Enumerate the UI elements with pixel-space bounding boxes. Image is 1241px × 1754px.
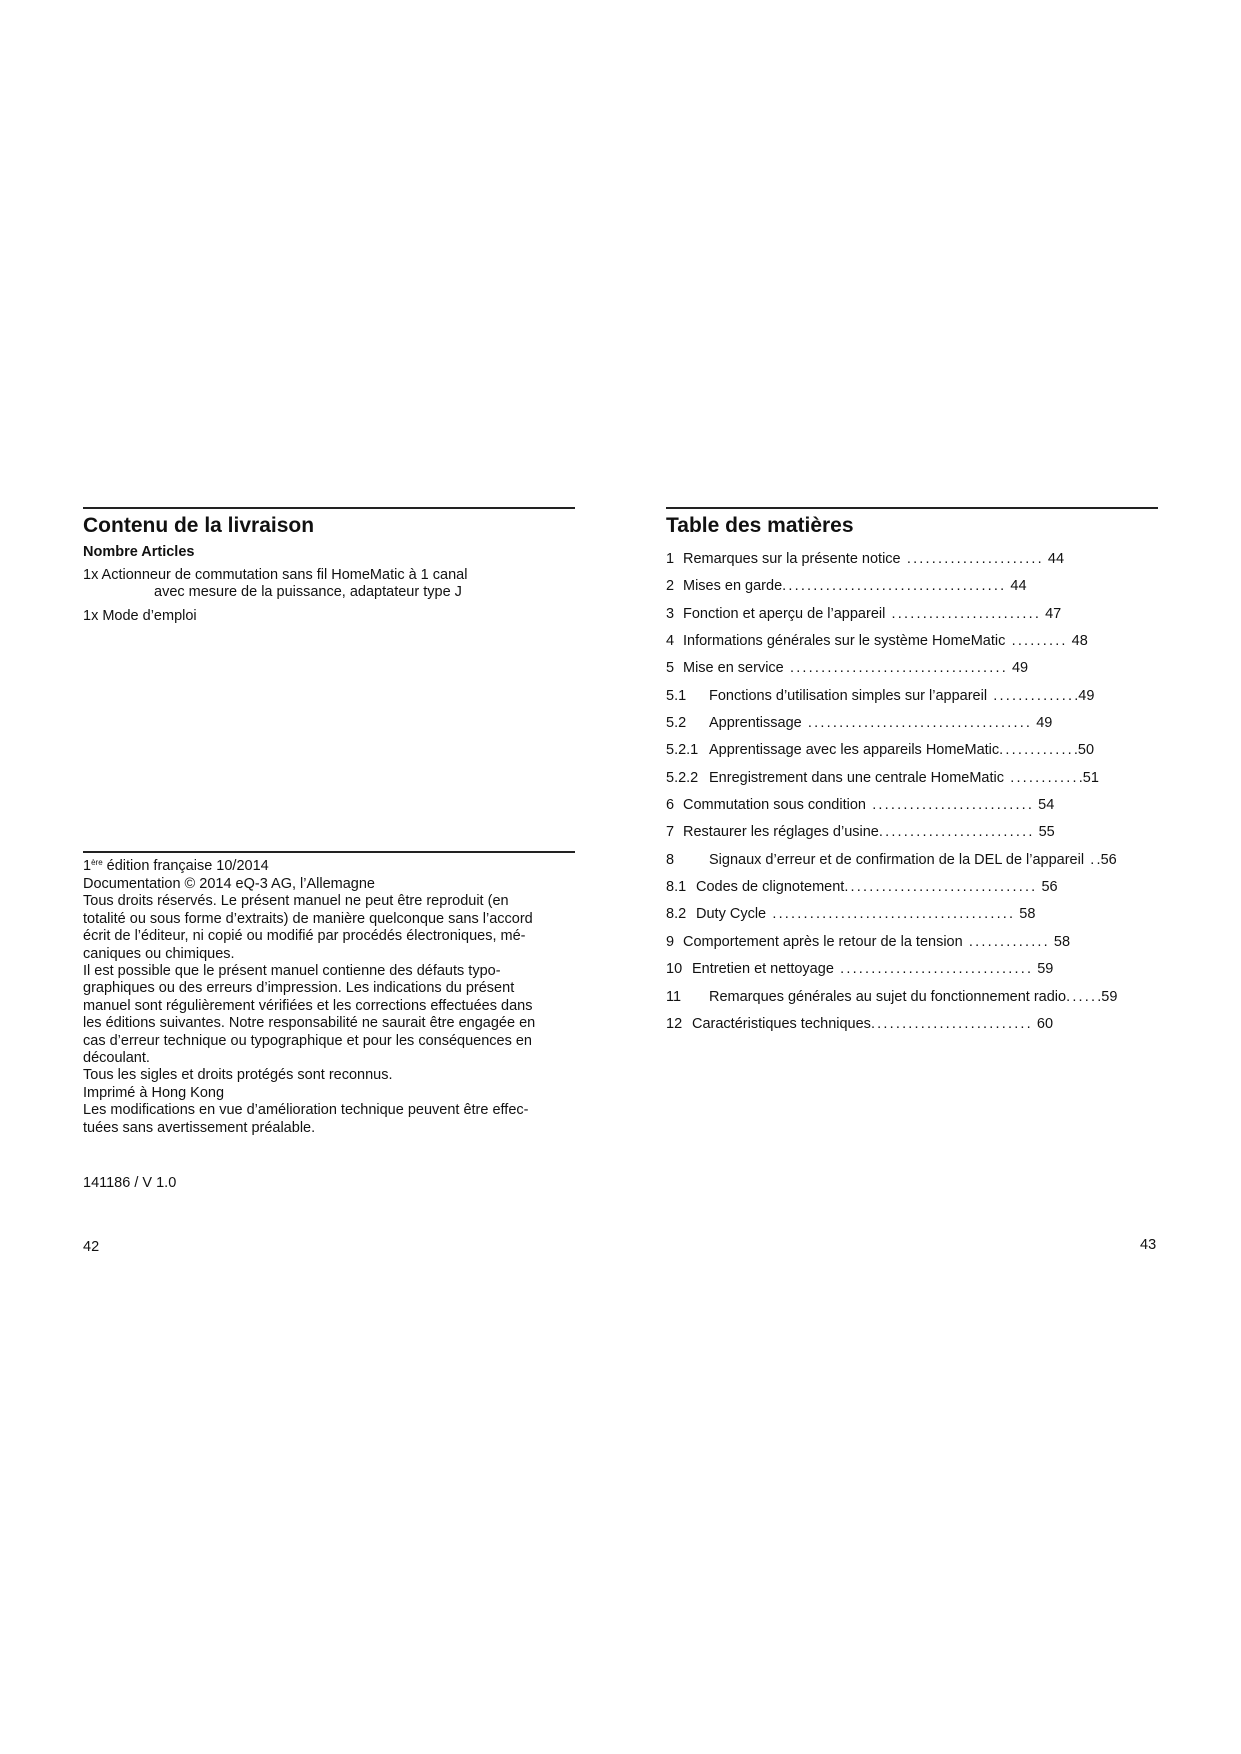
toc-entry-leader: .......................................	[766, 906, 1016, 923]
toc-entry[interactable]	[666, 1014, 1166, 1041]
toc-top-rule	[666, 507, 1158, 509]
toc-entry-title: Restaurer les réglages d’usine	[683, 824, 879, 841]
page-number-left: 42	[83, 1239, 100, 1255]
legal-line: caniques ou chimiques.	[83, 945, 235, 962]
toc-entry-page: 59	[1033, 961, 1054, 978]
toc-entry[interactable]	[666, 959, 1166, 986]
toc-entry-title: Enregistrement dans une centrale HomeMatic	[709, 769, 1004, 786]
toc-entry-title: Duty Cycle	[696, 906, 767, 923]
legal-line: Documentation © 2014 eQ-3 AG, l’Allemagne	[83, 876, 375, 892]
toc-entry-leader: ...............................	[844, 879, 1038, 896]
toc-entry-number: 5.1	[666, 687, 687, 704]
toc-entry[interactable]	[666, 795, 1166, 822]
toc-entry-number: 8.1	[666, 879, 687, 896]
toc-entry[interactable]	[666, 740, 1166, 767]
toc-entry-page: .49	[1074, 687, 1095, 704]
toc-entry-title: Remarques générales au sujet du fonctionnement radio	[709, 988, 1067, 1005]
toc-entry-leader: .............	[987, 687, 1075, 704]
toc-entry-page: .50	[1073, 742, 1095, 759]
toc-entry-number: 1	[666, 551, 675, 567]
edition-line	[83, 858, 269, 875]
toc-entry-page: 58	[1049, 933, 1071, 950]
toc-entry-leader: ....................................	[782, 578, 1007, 595]
toc-entry-leader: ...................................	[783, 660, 1008, 677]
delivery-title: Contenu de la livraison	[83, 514, 315, 537]
legal-line: graphiques ou des erreurs d’impression. Les indications du présent	[83, 980, 515, 997]
toc-entry-number: 7	[666, 824, 675, 841]
toc-entry-page: 48	[1067, 633, 1088, 650]
toc-entry[interactable]	[666, 932, 1166, 959]
toc-entry[interactable]	[666, 904, 1166, 931]
toc-entry-number: 5.2	[666, 715, 687, 732]
toc-entry[interactable]	[666, 713, 1166, 740]
toc-entry-title: Caractéristiques techniques	[692, 1015, 871, 1032]
version-label: 141186 / V 1.0	[83, 1175, 177, 1191]
legal-line: Tous les sigles et droits protégés sont reconnus.	[83, 1067, 393, 1084]
legal-line: Les modifications en vue d’amélioration technique peuvent être effec-	[83, 1102, 529, 1119]
toc-entry-title: Entretien et nettoyage	[692, 961, 834, 978]
toc-entry-page: 49	[1032, 715, 1053, 732]
toc-entry-number: 3	[666, 605, 675, 622]
toc-entry-leader: ..........................	[870, 1015, 1033, 1032]
toc-entry-title: Mises en garde	[683, 578, 783, 595]
toc-entry-leader: .....	[1066, 988, 1098, 1005]
toc-entry-number: 12	[666, 1015, 683, 1032]
toc-entry-number: 8.2	[666, 906, 687, 923]
toc-entry[interactable]	[666, 549, 1166, 576]
toc-entry-page: 44	[1006, 578, 1027, 595]
toc-entry[interactable]	[666, 850, 1166, 877]
toc-entry-title: Fonction et aperçu de l’appareil	[683, 605, 886, 622]
toc-entry-page: 58	[1015, 906, 1036, 923]
toc-entry-page: .51	[1078, 769, 1099, 786]
legal-line: découlant.	[83, 1050, 150, 1067]
delivery-item-2: 1x Mode d’emploi	[83, 608, 197, 624]
toc-entry-title: Mise en service	[683, 660, 784, 677]
legal-line: Il est possible que le présent manuel contienne des défauts typo-	[83, 963, 501, 980]
toc-entry-title: Codes de clignotement	[696, 879, 845, 896]
toc-entry[interactable]	[666, 877, 1166, 904]
toc-entry-title: Fonctions d’utilisation simples sur l’appareil	[709, 687, 988, 704]
toc-entry-page: .59	[1097, 988, 1118, 1005]
toc-entry-page: 56	[1037, 879, 1058, 896]
edition-number: 1	[83, 858, 92, 874]
legal-line: les éditions suivantes. Notre responsabilité ne saurait être engagée en	[83, 1015, 536, 1032]
toc-entry-page: 55	[1034, 824, 1055, 841]
toc-entry-number: 10	[666, 961, 683, 978]
legal-line: totalité ou sous forme d’extraits) de manière quelconque sans l’accord	[83, 910, 533, 927]
legal-line: cas d’erreur technique ou typographique et pour les conséquences en	[83, 1032, 532, 1049]
legal-notice	[83, 876, 583, 1137]
toc-entry-title: Commutation sous condition	[683, 797, 866, 814]
toc-entry-page: 49	[1007, 660, 1029, 677]
toc-entry-title: Apprentissage avec les appareils HomeMatic	[709, 742, 1000, 759]
toc-entry-leader: ........................	[885, 605, 1042, 622]
toc-entry[interactable]	[666, 987, 1166, 1014]
toc-entry-leader: .	[1084, 851, 1097, 868]
toc-entry-leader: .............	[962, 933, 1050, 950]
toc-entry-number: 5	[666, 660, 675, 677]
toc-entry[interactable]	[666, 768, 1166, 795]
toc-entry[interactable]	[666, 604, 1166, 631]
toc-entry-leader: .........	[1005, 633, 1068, 650]
toc-entry-number: 6	[666, 797, 675, 814]
toc-entry-page: 44	[1043, 551, 1065, 567]
legal-line: Tous droits réservés. Le présent manuel ne peut être reproduit (en	[83, 893, 509, 910]
legal-line: écrit de l’éditeur, ni copié ou modifié par procédés électroniques, mé-	[83, 928, 526, 945]
toc-entry-leader: ....................................	[801, 715, 1033, 732]
toc-entry-title: Signaux d’erreur et de confirmation de la DEL de l’appareil	[709, 851, 1085, 868]
toc-entry[interactable]	[666, 822, 1166, 849]
toc-entry[interactable]	[666, 686, 1166, 713]
toc-entry-leader: ......................	[900, 551, 1044, 567]
toc-entry-title: Informations générales sur le système HomeMatic	[683, 633, 1006, 650]
legal-line: tuées sans avertissement préalable.	[83, 1119, 316, 1136]
delivery-top-rule	[83, 507, 575, 509]
toc-entry-title: Comportement après le retour de la tension	[683, 933, 963, 950]
toc-entry-number: 5.2.2	[666, 769, 699, 786]
legal-line: manuel sont régulièrement vérifiées et les corrections effectuées dans	[83, 997, 533, 1014]
toc-entry-page: 60	[1032, 1015, 1054, 1032]
toc-entry-number: 5.2.1	[666, 742, 699, 759]
toc-entry-leader: ..........................	[865, 797, 1035, 814]
toc-entry-page: 47	[1041, 605, 1062, 622]
edition-text: édition française 10/2014	[102, 858, 269, 874]
toc-entry-leader: .........................	[878, 824, 1035, 841]
toc-entry-number: 4	[666, 633, 675, 650]
toc-entry-leader: ...........	[1003, 769, 1079, 786]
toc-entry-title: Remarques sur la présente notice	[683, 551, 901, 567]
legal-top-rule	[83, 851, 575, 853]
delivery-item-1-line-1: 1x Actionneur de commutation sans fil HomeMatic à 1 canal	[83, 567, 468, 583]
edition-suffix: ère	[91, 858, 103, 867]
legal-line: Imprimé à Hong Kong	[83, 1084, 225, 1101]
toc-entry[interactable]	[666, 631, 1166, 658]
page-number-right: 43	[1140, 1237, 1157, 1253]
toc-list	[666, 549, 1166, 1041]
toc-entry-page: .56	[1096, 851, 1117, 868]
toc-entry-number: 9	[666, 933, 675, 950]
toc-entry-number: 11	[666, 988, 682, 1005]
delivery-item-1-line-2: avec mesure de la puissance, adaptateur type J	[154, 584, 462, 600]
toc-entry-leader: ............	[999, 742, 1074, 759]
toc-entry-number: 8	[666, 851, 675, 868]
toc-entry-number: 2	[666, 578, 675, 595]
toc-entry-page: 54	[1034, 797, 1055, 814]
toc-entry-leader: ...............................	[833, 961, 1034, 978]
toc-entry[interactable]	[666, 658, 1166, 685]
toc-entry-title: Apprentissage	[709, 715, 802, 732]
toc-entry[interactable]	[666, 576, 1166, 603]
delivery-subtitle: Nombre Articles	[83, 544, 195, 560]
toc-title: Table des matières	[666, 514, 854, 537]
